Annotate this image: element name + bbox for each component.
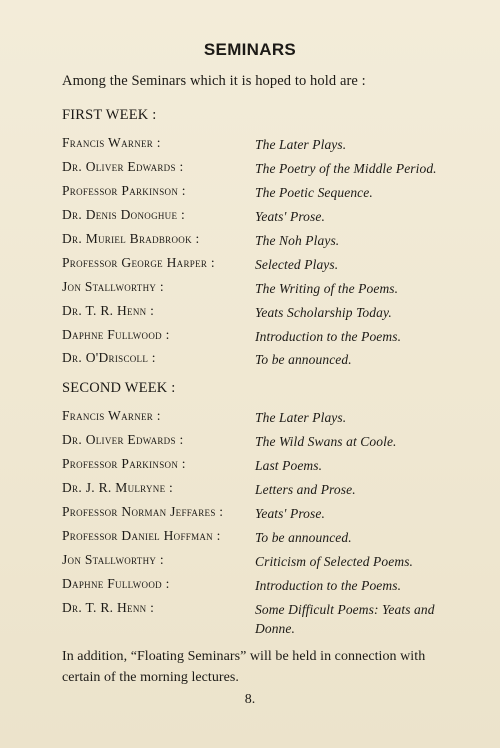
seminar-speaker: Professor George Harper : [62, 255, 215, 270]
seminar-topic: The Poetry of the Middle Period. [255, 161, 437, 176]
seminar-row [62, 504, 462, 524]
seminar-speaker: Dr. Denis Donoghue : [62, 207, 185, 222]
seminar-speaker: Dr. Oliver Edwards : [62, 159, 184, 174]
seminar-topic: Yeats' Prose. [255, 209, 325, 224]
seminar-row [62, 480, 462, 500]
seminar-topic: The Later Plays. [255, 137, 347, 152]
seminar-row [62, 552, 462, 572]
seminar-row [62, 231, 462, 251]
seminar-row [62, 528, 462, 548]
seminar-row [62, 432, 462, 452]
seminar-topic: Yeats' Prose. [255, 506, 325, 521]
seminar-row [62, 408, 462, 428]
seminar-topic: The Later Plays. [255, 410, 347, 425]
seminar-speaker: Francis Warner : [62, 408, 161, 423]
seminar-topic: The Noh Plays. [255, 233, 340, 248]
seminar-topic: Some Difficult Poems: Yeats and Donne. [255, 602, 435, 636]
seminar-topic: Letters and Prose. [255, 482, 356, 497]
seminar-topic: Introduction to the Poems. [255, 578, 402, 593]
seminar-row [62, 135, 462, 155]
seminar-speaker: Professor Daniel Hoffman : [62, 528, 221, 543]
seminar-topic: The Poetic Sequence. [255, 185, 373, 200]
seminar-topic: To be announced. [255, 530, 352, 545]
seminar-speaker: Dr. J. R. Mulryne : [62, 480, 174, 495]
seminar-row [62, 303, 462, 323]
seminar-row [62, 255, 462, 275]
seminar-speaker: Dr. T. R. Henn : [62, 600, 155, 615]
seminar-speaker: Daphne Fullwood : [62, 576, 170, 591]
page-title: SEMINARS [203, 40, 297, 59]
seminar-speaker: Dr. Oliver Edwards : [62, 432, 184, 447]
seminar-speaker: Dr. O'Driscoll : [62, 350, 156, 365]
seminar-topic: The Writing of the Poems. [255, 281, 399, 296]
seminar-speaker: Jon Stallworthy : [62, 552, 164, 567]
seminar-speaker: Professor Parkinson : [62, 456, 186, 471]
seminar-row [62, 327, 462, 347]
seminar-speaker: Professor Norman Jeffares : [62, 504, 224, 519]
seminar-row [62, 456, 462, 476]
seminar-row [62, 279, 462, 299]
first-week-heading: FIRST WEEK : [62, 107, 157, 123]
seminar-row [62, 207, 462, 227]
seminar-topic: Last Poems. [255, 458, 323, 473]
seminar-speaker: Francis Warner : [62, 135, 161, 150]
seminar-topic: Criticism of Selected Poems. [255, 554, 414, 569]
seminar-row [62, 183, 462, 203]
intro-text: Among the Seminars which it is hoped to hold are : [62, 73, 366, 89]
seminar-row [62, 159, 462, 179]
seminar-topic: Selected Plays. [255, 257, 339, 272]
seminar-row [62, 576, 462, 596]
seminar-topic: To be announced. [255, 352, 352, 367]
page-number: 8. [244, 692, 256, 707]
seminar-row [62, 350, 462, 370]
seminar-speaker: Dr. Muriel Bradbrook : [62, 231, 200, 246]
seminar-topic: The Wild Swans at Coole. [255, 434, 397, 449]
seminar-speaker: Daphne Fullwood : [62, 327, 170, 342]
seminar-topic: Introduction to the Poems. [255, 329, 402, 344]
seminar-speaker: Jon Stallworthy : [62, 279, 164, 294]
seminar-row [62, 600, 462, 640]
seminar-speaker: Dr. T. R. Henn : [62, 303, 155, 318]
second-week-heading: SECOND WEEK : [62, 380, 176, 396]
floating-seminars-note: In addition, “Floating Seminars” will be held in connection with certain of the morning lectures. [62, 649, 426, 685]
seminar-speaker: Professor Parkinson : [62, 183, 186, 198]
seminar-topic: Yeats Scholarship Today. [255, 305, 392, 320]
